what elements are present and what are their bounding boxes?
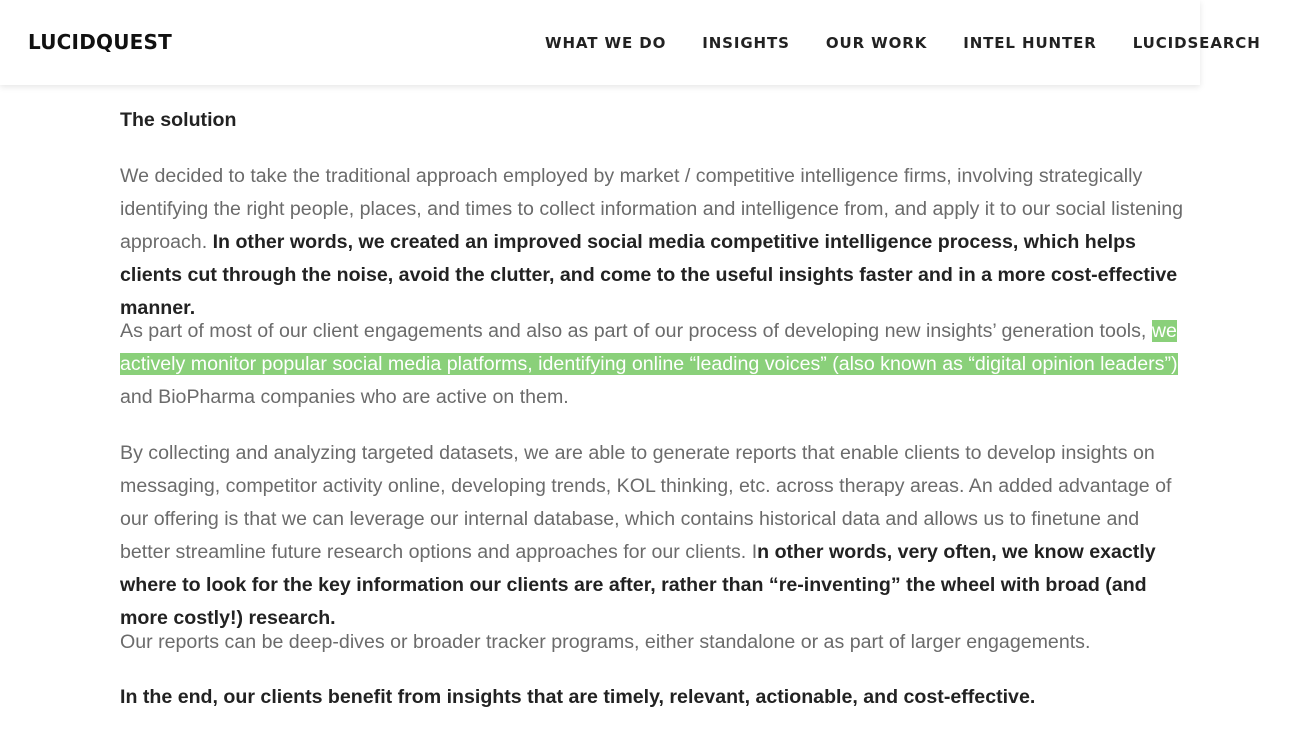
site-logo[interactable]: LUCIDQUEST	[28, 30, 172, 54]
nav-item-insights[interactable]: INSIGHTS	[702, 34, 790, 52]
paragraph-approach-text: We decided to take the traditional approach employed by market / competitive intelligence firms, involving strategically identifying the right people, places, and times to collect information and intelligence from, and apply it to our social listening approach.	[120, 165, 1184, 253]
paragraph-datasets-bold: n other words, very often, we know exactly where to look for the key information our clients are after, rather than “re-inventing” the wheel with broad (and more costly!) research.	[120, 541, 1156, 629]
paragraph-datasets-text: By collecting and analyzing targeted datasets, we are able to generate reports that enable clients to develop insights on messaging, competitor activity online, developing trends, KOL thinking, etc. across therapy areas. An added advantage of our offering is that we can leverage our internal database, which contains historical data and allows us to finetune and better streamline future research options and approaches for our clients. I	[120, 442, 1172, 563]
nav-item-what-we-do[interactable]: WHAT WE DO	[545, 34, 667, 52]
nav-item-lucidsearch[interactable]: LUCIDSEARCH	[1132, 34, 1261, 52]
nav-item-intel-hunter[interactable]: INTEL HUNTER	[963, 34, 1097, 52]
paragraph-reports: Our reports can be deep-dives or broader tracker programs, either standalone or as part of larger engagements.	[120, 631, 1091, 653]
paragraph-approach	[120, 160, 1185, 325]
site-header	[0, 0, 1261, 85]
paragraph-conclusion: In the end, our clients benefit from insights that are timely, relevant, actionable, and cost-effective.	[120, 686, 1036, 708]
paragraph-approach-bold: In other words, we created an improved social media competitive intelligence process, which helps clients cut through the noise, avoid the clutter, and come to the useful insights faster and in a more cost-effective manner.	[120, 231, 1178, 319]
section-heading: The solution	[120, 109, 237, 131]
nav-item-our-work[interactable]: OUR WORK	[825, 34, 928, 52]
paragraph-datasets	[120, 437, 1185, 635]
paragraph-monitoring-text: As part of most of our client engagements and also as part of our process of developing new insights’ generation tools,	[120, 320, 1152, 342]
paragraph-monitoring	[120, 315, 1185, 414]
highlighted-text: we actively monitor popular social media platforms, identifying online “leading voices” (also known as “digital opinion leaders”)	[120, 320, 1178, 375]
paragraph-monitoring-text-end: and BioPharma companies who are active on them.	[120, 386, 569, 408]
main-nav	[545, 34, 1297, 52]
